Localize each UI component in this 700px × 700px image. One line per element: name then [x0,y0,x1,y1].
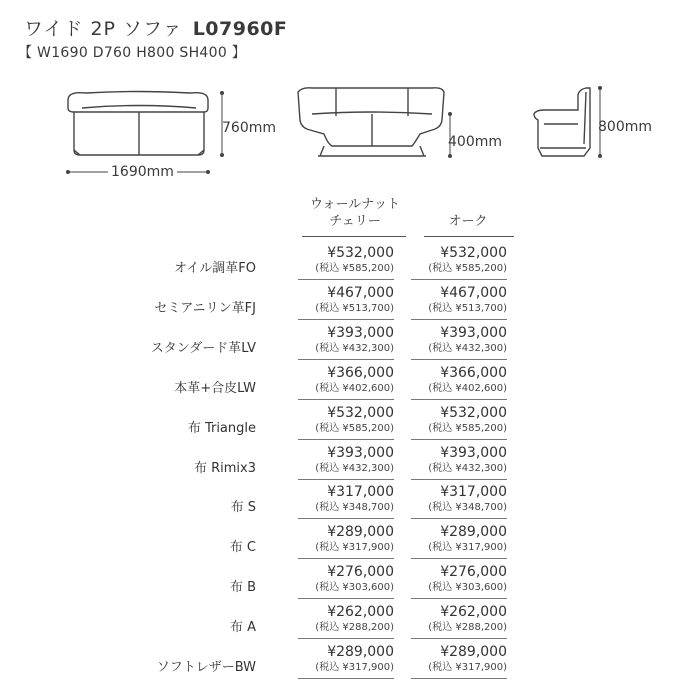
price: ¥393,000 [440,444,507,461]
price-underline [411,678,507,679]
price-underline [298,399,394,400]
price-tax-included: (税込 ¥432,300) [315,462,394,474]
price-walnut-cherry [274,484,394,514]
price-tax-included: (税込 ¥317,900) [428,542,507,554]
price-walnut-cherry [274,405,394,435]
column-header-oak [418,196,518,230]
table-row [0,604,700,644]
price-underline [298,678,394,679]
column-header-oak-rule [424,236,514,237]
table-row [0,285,700,325]
column-header-oak-label: オーク [448,214,488,229]
price: ¥366,000 [440,364,507,381]
price: ¥262,000 [327,604,394,621]
price-walnut-cherry [274,325,394,355]
material-name: 布 C [229,540,256,556]
price-oak [387,325,507,355]
table-row [0,564,700,604]
price-underline [298,518,394,519]
price: ¥317,000 [440,484,507,501]
material-name: 本革+合皮LW [174,380,256,396]
price: ¥317,000 [327,484,394,501]
price-tax-included: (税込 ¥317,900) [315,662,394,673]
price-walnut-cherry [274,365,394,395]
price-walnut-cherry [274,445,394,475]
price-underline [411,359,507,360]
price-underline [411,279,507,280]
price-walnut-cherry [274,604,394,634]
price-walnut-cherry [274,564,394,594]
table-row [0,365,700,405]
price: ¥276,000 [327,564,394,581]
price: ¥289,000 [440,644,507,660]
price-underline [411,399,507,400]
price: ¥366,000 [327,364,394,381]
price-walnut-cherry [274,285,394,315]
price-oak [387,285,507,315]
table-row [0,325,700,365]
price-oak [387,644,507,674]
material-name: 布 A [229,620,256,636]
table-row [0,484,700,524]
column-header-cherry: チェリー [329,214,381,229]
price-underline [298,598,394,599]
product-title [24,14,287,41]
price-tax-included: (税込 ¥317,900) [315,542,394,554]
table-row [0,445,700,485]
price-underline [298,359,394,360]
price: ¥532,000 [327,245,394,261]
depth-label: 760mm [222,120,276,136]
price-tax-included: (税込 ¥585,200) [315,422,394,434]
material-name: 布 Rimix3 [193,460,256,476]
price: ¥262,000 [440,604,507,621]
table-row [0,644,700,684]
price-tax-included: (税込 ¥348,700) [428,502,507,514]
price: ¥532,000 [440,245,507,261]
price-tax-included: (税込 ¥432,300) [428,342,507,354]
seat-height-label: 400mm [448,134,502,150]
price-oak [387,405,507,435]
price: ¥467,000 [327,284,394,301]
price-underline [411,479,507,480]
price-underline [411,319,507,320]
price-underline [411,598,507,599]
material-name: セミアニリン革FJ [154,300,256,316]
material-name: 布 S [230,500,256,516]
price-walnut-cherry [274,644,394,674]
sofa-side-view [528,84,606,164]
price-tax-included: (税込 ¥402,600) [428,382,507,394]
price-underline [411,558,507,559]
width-label: 1690mm [108,164,177,180]
price: ¥289,000 [327,524,394,541]
table-row [0,524,700,564]
price-tax-included: (税込 ¥513,700) [315,302,394,314]
price-tax-included: (税込 ¥348,700) [315,502,394,514]
price-tax-included: (税込 ¥288,200) [315,622,394,634]
price-tax-included: (税込 ¥585,200) [428,263,507,274]
price: ¥532,000 [440,404,507,421]
price: ¥393,000 [327,324,394,341]
price-oak [387,365,507,395]
sofa-front-view [292,84,452,164]
price-underline [298,638,394,639]
price: ¥393,000 [327,444,394,461]
product-spec: 【 W1690 D760 H800 SH400 】 [18,45,247,61]
price-oak [387,484,507,514]
price: ¥276,000 [440,564,507,581]
price-underline [411,638,507,639]
product-code: L07960F [192,18,288,40]
price-underline [298,279,394,280]
price-underline [298,439,394,440]
column-header-walnut-cherry [302,196,408,230]
price: ¥289,000 [327,644,394,660]
price-tax-included: (税込 ¥303,600) [428,582,507,594]
table-row [0,245,700,285]
material-name: オイル調革FO [173,261,256,276]
material-name: ソフトレザーBW [156,660,256,675]
column-header-walnut: ウォールナット [310,197,400,212]
price-tax-included: (税込 ¥288,200) [428,622,507,634]
material-name: スタンダード革LV [150,340,256,356]
price-tax-included: (税込 ¥432,300) [315,342,394,354]
material-name: 布 B [229,580,256,596]
price-oak [387,564,507,594]
price: ¥467,000 [440,284,507,301]
price-underline [298,319,394,320]
price-walnut-cherry [274,524,394,554]
price-tax-included: (税込 ¥432,300) [428,462,507,474]
price-oak [387,524,507,554]
price-walnut-cherry [274,245,394,275]
price: ¥289,000 [440,524,507,541]
price-tax-included: (税込 ¥317,900) [428,662,507,673]
price-tax-included: (税込 ¥513,700) [428,302,507,314]
price-tax-included: (税込 ¥585,200) [428,422,507,434]
price-oak [387,245,507,275]
price-oak [387,604,507,634]
column-header-walnut-rule [302,236,406,237]
price: ¥532,000 [327,404,394,421]
price: ¥393,000 [440,324,507,341]
price-underline [298,479,394,480]
price-tax-included: (税込 ¥303,600) [315,582,394,594]
price-underline [411,518,507,519]
height-label: 800mm [598,119,652,135]
price-oak [387,445,507,475]
price-underline [298,558,394,559]
price-underline [411,439,507,440]
product-name: ワイド 2P ソファ [24,18,183,40]
material-name: 布 Triangle [187,420,256,436]
price-tax-included: (税込 ¥585,200) [315,263,394,274]
table-row [0,405,700,445]
price-tax-included: (税込 ¥402,600) [315,382,394,394]
